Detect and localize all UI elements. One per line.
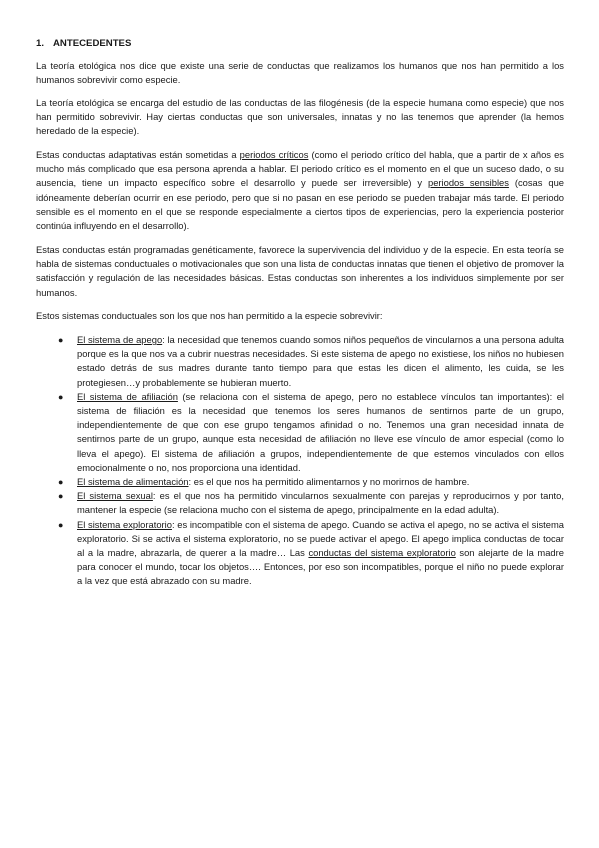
sexual-term: El sistema sexual bbox=[77, 490, 153, 502]
bullet-icon: ● bbox=[58, 391, 64, 402]
paragraph-ethology: La teoría etológica se encarga del estudio de las conductas de las filogénesis (de la especie humana como especie) que nos han permitido sobrevivir. Hay ciertas conductas que son universales, innatas y no las tenemos que aprender (la hemos heredado de la especie). bbox=[36, 97, 564, 137]
affiliation-text: (se relaciona con el sistema de apego, pero no establece vínculos tan importantes): el sistema de filiación es la necesidad que tenemos los seres humanos de sentirnos parte de un grupo, independientemente de que con ese grupo tengamos afinidad o no. Tenemos una gran necesidad innata de sentirnos parte de un grupo, aunque esta necesidad de afiliación no lleve ese vínculo de amor especial (como lo lleva el apego). El sistema de afiliación a grupos, independientemente de que estemos vinculados con ellos emocionalmente o no, nos proporciona una identidad. bbox=[77, 390, 564, 473]
exploratory-behaviors-term: conductas del sistema exploratorio bbox=[308, 547, 456, 559]
bullet-icon: ● bbox=[58, 477, 64, 488]
sexual-text: : es el que nos ha permitido vincularnos sexualmente con parejas y reproducirnos y por tanto, mantener la especie (se relaciona mucho con el sistema de apego, principalmente en la edad adulta). bbox=[77, 490, 564, 516]
paragraph-genetic: Estas conductas están programadas genéticamente, favorece la supervivencia del individuo y de la especie. En esta teoría se habla de sistemas conductuales o motivacionales que son una lista de conductas innatas que tienen el objetivo de promover la satisfacción y regulación de las necesidades básicas. Estas conductas son inherentes a los individuos simplemente por ser humanos. bbox=[36, 244, 564, 298]
critical-periods-term: periodos críticos bbox=[239, 149, 309, 160]
list-item-exploratory bbox=[36, 518, 564, 589]
list-item-sexual bbox=[36, 489, 564, 517]
section-number: 1. bbox=[36, 38, 45, 49]
periods-text-e: (cosas que idóneamente deberían ocurrir en ese periodo, pero que si no pasan en ese periodo se pueden trabajar más tarde. El periodo sensible es el momento en el que se responde especialmente a ciertos tipos de experiencias, pero la experiencia posterior continúa influyendo en el desarrollo). bbox=[36, 177, 564, 232]
bullet-icon: ● bbox=[58, 491, 64, 502]
exploratory-text-1: : es incompatible con el sistema de apego. Cuando se activa el apego, no se activa el sistema exploratorio. Si se activa el sistema exploratorio, no se puede activar el apego. El apego implica conductas de tocar al a la madre, abrazarla, de querer a la madre… Las bbox=[77, 518, 564, 559]
periods-text-a: Estas conductas adaptativas están sometidas a bbox=[36, 149, 240, 160]
attachment-text: : la necesidad que tenemos cuando somos niños pequeños de vincularnos a una persona adulta porque es la que nos va a cubrir nuestras necesidades. Si este sistema de apego no existiese, los niños no hubiesen estado detrás de sus madres durante tanto tiempo para que estas les dicen el alimento, les cuida, se les protegiesen…y probablemente se hubieran muerto. bbox=[77, 334, 564, 388]
paragraph-periods bbox=[36, 148, 564, 233]
list-item-attachment bbox=[36, 333, 564, 390]
feeding-term: El sistema de alimentación bbox=[77, 476, 189, 488]
bullet-icon: ● bbox=[58, 335, 64, 345]
list-item-affiliation bbox=[36, 390, 564, 475]
exploratory-text-2: son alejarte de la madre para conocer el mundo, tocar los objetos…. Entonces, por eso son incompatibles, porque el niño no puede explorar a la vez que está abrazado con su madre. bbox=[77, 547, 564, 587]
bullet-icon: ● bbox=[58, 519, 64, 530]
paragraph-intro: La teoría etológica nos dice que existe una serie de conductas que realizamos los humanos que nos han permitido a los humanos sobrevivir como especie. bbox=[36, 60, 564, 86]
exploratory-term: El sistema exploratorio bbox=[77, 518, 172, 530]
sensitive-periods-term: periodos sensibles bbox=[427, 177, 509, 189]
list-item-feeding bbox=[36, 475, 564, 489]
periods-text-c: (como el periodo crítico del habla, que a partir de x años es mucho más complicado que esa persona aprenda a hablar. El periodo crítico es el momento en el que un suceso dado, o su ausencia, tiene un impacto específico sobre el desarrollo y puede ser irreversible) y bbox=[36, 149, 564, 189]
affiliation-term: El sistema de afiliación bbox=[77, 390, 178, 402]
attachment-term: El sistema de apego bbox=[77, 334, 163, 345]
section-title: ANTECEDENTES bbox=[53, 38, 132, 49]
systems-list bbox=[36, 333, 564, 589]
section-heading bbox=[36, 37, 131, 51]
paragraph-systems-intro: Estos sistemas conductuales son los que nos han permitido a la especie sobrevivir: bbox=[36, 310, 383, 321]
feeding-text: : es el que nos ha permitido alimentarnos y no morirnos de hambre. bbox=[188, 476, 470, 488]
